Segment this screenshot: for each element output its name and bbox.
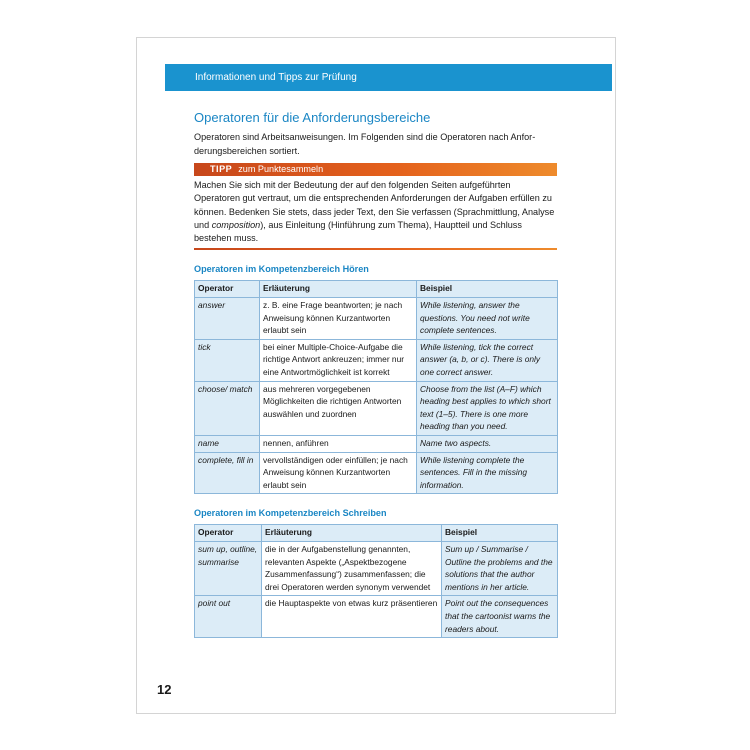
section-title: Operatoren für die Anforderungsbereiche [194,110,431,125]
example-cell: Name two aspects. [417,436,558,453]
table-row [195,541,558,595]
example-cell: Point out the consequences that the cartoonist warns the readers about. [442,596,558,638]
operator-cell: name [195,436,260,453]
operator-cell: answer [195,298,260,340]
chapter-header [165,64,612,91]
tip-label: TIPP [210,164,233,174]
table-row [195,596,558,638]
operator-cell: tick [195,339,260,381]
explanation-cell: nennen, anführen [260,436,417,453]
table-row [195,452,558,494]
content-area [194,110,557,638]
operator-table-schreiben [194,524,558,638]
column-header-operator: Operator [195,281,260,298]
tip-divider [194,248,557,250]
table-header-row [195,281,558,298]
table-header-row [195,525,558,542]
column-header-explanation: Erläuterung [260,281,417,298]
column-header-explanation: Erläuterung [262,525,442,542]
tip-title: zum Punktesammeln [238,164,324,174]
table-row [195,298,558,340]
example-cell: Choose from the list (A–F) which heading best applies to which short text (1–5). There is one more heading than you need. [417,381,558,435]
operator-cell: complete, fill in [195,452,260,494]
column-header-operator: Operator [195,525,262,542]
operator-table-hoeren [194,280,558,494]
tip-text [194,179,557,245]
intro-text: Operatoren sind Arbeitsanweisungen. Im Folgenden sind die Operatoren nach Anfor-derungsbereichen sortiert. [194,132,536,156]
example-cell: While listening, answer the questions. You need not write complete sentences. [417,298,558,340]
operator-cell: point out [195,596,262,638]
example-cell: While listening complete the sentences. Fill in the missing information. [417,452,558,494]
explanation-cell: z. B. eine Frage beantworten; je nach Anweisung können Kurzantworten erlaubt sein [260,298,417,340]
explanation-cell: die in der Aufgabenstellung genannten, relevanten Aspekte („Aspektbezogene Zusammenfassung“) zusammenfassen; die drei Operatoren werden synonym verwendet [262,541,442,595]
example-cell: While listening, tick the correct answer (a, b, or c). There is only one correct answer. [417,339,558,381]
table-schreiben-heading: Operatoren im Kompetenzbereich Schreiben [194,508,387,519]
chapter-title: Informationen und Tipps zur Prüfung [195,72,357,83]
column-header-example: Beispiel [417,281,558,298]
tip-bar [194,163,557,176]
table-row [195,339,558,381]
table-hoeren-heading: Operatoren im Kompetenzbereich Hören [194,264,369,275]
tip-text-italic: composition [211,219,261,230]
table-row [195,436,558,453]
table-row [195,381,558,435]
example-cell: Sum up / Summarise / Outline the problems and the solutions that the author mentions in her article. [442,541,558,595]
explanation-cell: die Hauptaspekte von etwas kurz präsentieren [262,596,442,638]
tip-text-part2: ), aus Einleitung (Hinführung zum Thema), Hauptteil und Schluss bestehen muss. [194,219,522,244]
page-number: 12 [157,682,172,697]
explanation-cell: vervollständigen oder einfüllen; je nach Anweisung können Kurzantworten erlaubt sein [260,452,417,494]
tip-text-part1: Machen Sie sich mit der Bedeutung der auf den folgenden Seiten aufgeführten Operatoren gut vertraut, um die entsprechenden Anforderungen der Aufgaben erfüllen zu können. Bedenken Sie stets, dass jeder Text, den Sie verfassen (Sprachmittlung, Analyse und [194,180,555,230]
operator-cell: sum up, outline, summarise [195,541,262,595]
explanation-cell: bei einer Multiple-Choice-Aufgabe die richtige Antwort ankreuzen; immer nur eine Antwortmöglichkeit ist korrekt [260,339,417,381]
explanation-cell: aus mehreren vorgegebenen Möglichkeiten die richtigen Antworten auswählen und zuordnen [260,381,417,435]
operator-cell: choose/ match [195,381,260,435]
column-header-example: Beispiel [442,525,558,542]
